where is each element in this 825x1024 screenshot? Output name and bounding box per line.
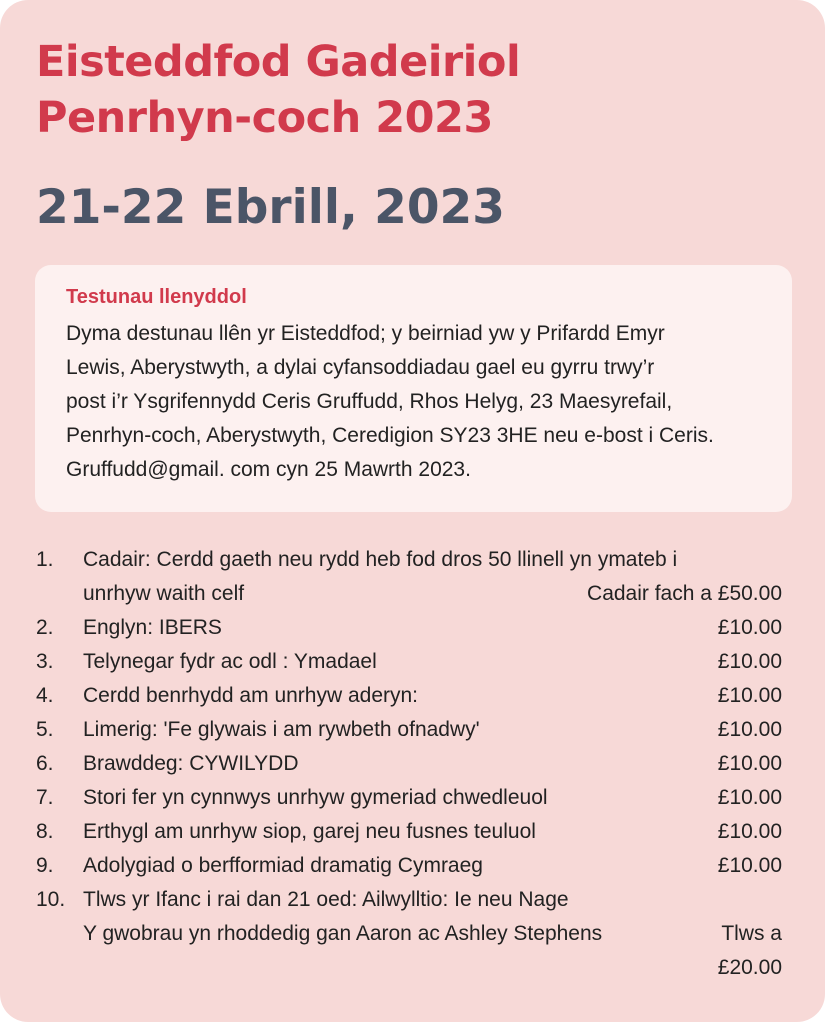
item-text: Limerig: 'Fe glywais i am rywbeth ofnadwy'	[83, 718, 480, 741]
item-number: 9.	[36, 854, 54, 877]
item-prize: Tlws a	[721, 922, 782, 945]
item-number: 10.	[36, 888, 66, 911]
list-item	[0, 718, 825, 752]
item-number: 5.	[36, 718, 54, 741]
list-item-continuation	[0, 922, 825, 956]
item-text: Tlws yr Ifanc i rai dan 21 oed: Ailwylltio: Ie neu Nage	[83, 888, 569, 911]
item-text: Telynegar fydr ac odl : Ymadael	[83, 650, 377, 673]
list-item	[0, 786, 825, 820]
list-item	[0, 650, 825, 684]
item-prize: £10.00	[717, 650, 782, 673]
item-prize: £10.00	[717, 616, 782, 639]
list-item	[0, 854, 825, 888]
info-line: Gruffudd@gmail. com cyn 25 Mawrth 2023.	[66, 458, 471, 481]
info-box	[35, 265, 792, 512]
item-number: 7.	[36, 786, 54, 809]
info-line: Dyma destunau llên yr Eisteddfod; y beirniad yw y Prifardd Emyr	[66, 322, 665, 345]
item-text: Cerdd benrhydd am unrhyw aderyn:	[83, 684, 419, 707]
item-prize: £10.00	[717, 718, 782, 741]
item-prize: Cadair fach a £50.00	[587, 582, 782, 605]
item-number: 8.	[36, 820, 54, 843]
item-prize: £10.00	[717, 752, 782, 775]
item-prize: £10.00	[717, 684, 782, 707]
title-line-2: Penrhyn-coch 2023	[36, 93, 493, 143]
item-number: 6.	[36, 752, 54, 775]
event-date: 21-22 Ebrill, 2023	[36, 180, 505, 235]
item-number: 4.	[36, 684, 54, 707]
list-item	[0, 684, 825, 718]
item-text: Erthygl am unrhyw siop, garej neu fusnes teuluol	[83, 820, 536, 843]
list-item	[0, 888, 825, 922]
item-text-continued: unrhyw waith celf	[83, 582, 245, 605]
item-prize: £10.00	[717, 786, 782, 809]
item-number: 3.	[36, 650, 54, 673]
title-line-1: Eisteddfod Gadeiriol	[36, 37, 521, 87]
list-item	[0, 548, 825, 582]
item-text: Stori fer yn cynnwys unrhyw gymeriad chwedleuol	[83, 786, 548, 809]
item-number: 1.	[36, 548, 54, 571]
info-text	[66, 317, 778, 487]
list-item	[0, 616, 825, 650]
item-text-continued: Y gwobrau yn rhoddedig gan Aaron ac Ashley Stephens	[83, 922, 603, 945]
page-title	[36, 34, 520, 146]
item-prize: £10.00	[717, 854, 782, 877]
info-line: Lewis, Aberystwyth, a dylai cyfansoddiadau gael eu gyrru trwy’r	[66, 356, 655, 379]
info-line: post i’r Ysgrifennydd Ceris Gruffudd, Rhos Helyg, 23 Maesyrefail,	[66, 390, 673, 413]
list-item	[0, 752, 825, 786]
item-number: 2.	[36, 616, 54, 639]
item-text: Cadair: Cerdd gaeth neu rydd heb fod dros 50 llinell yn ymateb i	[83, 548, 678, 571]
item-text: Adolygiad o berfformiad dramatig Cymraeg	[83, 854, 483, 877]
info-heading: Testunau llenyddol	[66, 286, 247, 308]
list-item	[0, 820, 825, 854]
item-text: Brawddeg: CYWILYDD	[83, 752, 299, 775]
info-line: Penrhyn-coch, Aberystwyth, Ceredigion SY23 3HE neu e-bost i Ceris.	[66, 424, 714, 447]
item-prize-continued: £20.00	[717, 956, 782, 979]
list-item-continuation	[0, 956, 825, 990]
item-text: Englyn: IBERS	[83, 616, 222, 639]
list-item-continuation	[0, 582, 825, 616]
item-prize: £10.00	[717, 820, 782, 843]
